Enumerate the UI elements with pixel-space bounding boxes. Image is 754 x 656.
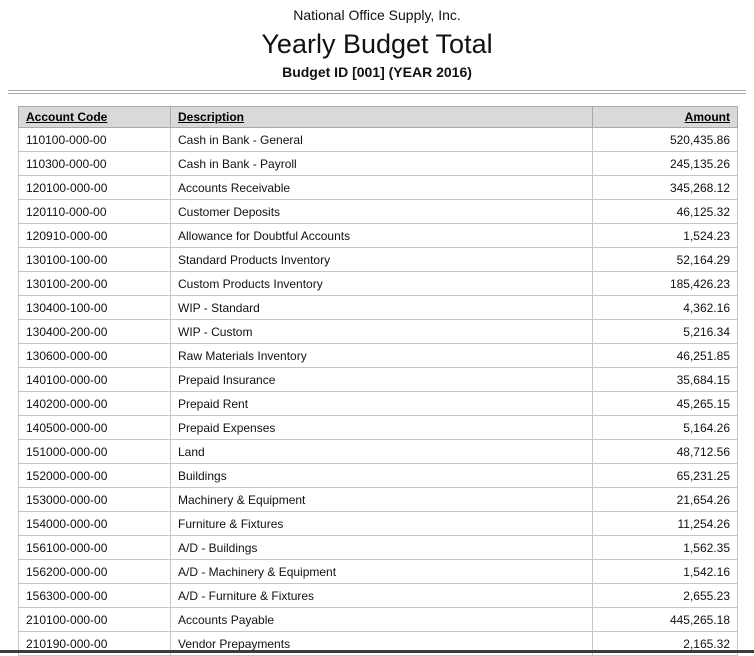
account-code-cell: 140500-000-00 — [19, 416, 171, 440]
amount-cell: 52,164.29 — [593, 248, 738, 272]
description-cell: A/D - Buildings — [171, 536, 593, 560]
description-cell: A/D - Furniture & Fixtures — [171, 584, 593, 608]
description-cell: Accounts Receivable — [171, 176, 593, 200]
table-row — [19, 392, 738, 416]
table-row — [19, 560, 738, 584]
account-code-cell: 130100-200-00 — [19, 272, 171, 296]
account-code-cell: 130400-200-00 — [19, 320, 171, 344]
amount-cell: 445,265.18 — [593, 608, 738, 632]
amount-cell: 245,135.26 — [593, 152, 738, 176]
account-code-cell: 110300-000-00 — [19, 152, 171, 176]
amount-cell: 65,231.25 — [593, 464, 738, 488]
budget-table-header — [19, 107, 738, 128]
budget-table — [18, 106, 738, 656]
amount-cell: 11,254.26 — [593, 512, 738, 536]
report-subtitle: Budget ID [001] (YEAR 2016) — [282, 64, 472, 80]
account-code-cell: 210100-000-00 — [19, 608, 171, 632]
amount-cell: 21,654.26 — [593, 488, 738, 512]
amount-cell: 2,165.32 — [593, 632, 738, 656]
table-row — [19, 584, 738, 608]
description-cell: Raw Materials Inventory — [171, 344, 593, 368]
table-row — [19, 488, 738, 512]
account-code-cell: 156200-000-00 — [19, 560, 171, 584]
header-row — [19, 107, 738, 128]
description-cell: Prepaid Insurance — [171, 368, 593, 392]
account-code-cell: 130400-100-00 — [19, 296, 171, 320]
column-header-account-code: Account Code — [19, 107, 171, 128]
table-row — [19, 200, 738, 224]
description-cell: Customer Deposits — [171, 200, 593, 224]
amount-cell: 4,362.16 — [593, 296, 738, 320]
amount-cell: 1,542.16 — [593, 560, 738, 584]
page-title: Yearly Budget Total — [261, 29, 493, 59]
description-cell: A/D - Machinery & Equipment — [171, 560, 593, 584]
column-header-description: Description — [171, 107, 593, 128]
description-cell: Accounts Payable — [171, 608, 593, 632]
description-cell: Prepaid Rent — [171, 392, 593, 416]
account-code-cell: 151000-000-00 — [19, 440, 171, 464]
account-code-cell: 120100-000-00 — [19, 176, 171, 200]
table-row — [19, 296, 738, 320]
table-row — [19, 320, 738, 344]
account-code-cell: 110100-000-00 — [19, 128, 171, 152]
account-code-cell: 154000-000-00 — [19, 512, 171, 536]
table-row — [19, 344, 738, 368]
amount-cell: 5,216.34 — [593, 320, 738, 344]
account-code-cell: 130600-000-00 — [19, 344, 171, 368]
description-cell: WIP - Custom — [171, 320, 593, 344]
description-cell: Machinery & Equipment — [171, 488, 593, 512]
table-row — [19, 512, 738, 536]
description-cell: Custom Products Inventory — [171, 272, 593, 296]
description-cell: Buildings — [171, 464, 593, 488]
amount-cell: 46,251.85 — [593, 344, 738, 368]
budget-table-body — [19, 128, 738, 656]
account-code-cell: 156100-000-00 — [19, 536, 171, 560]
table-row — [19, 440, 738, 464]
description-cell: Cash in Bank - Payroll — [171, 152, 593, 176]
table-row — [19, 536, 738, 560]
amount-cell: 1,562.35 — [593, 536, 738, 560]
table-row — [19, 368, 738, 392]
account-code-cell: 120110-000-00 — [19, 200, 171, 224]
table-row — [19, 416, 738, 440]
table-row — [19, 224, 738, 248]
column-header-amount: Amount — [593, 107, 738, 128]
account-code-cell: 140200-000-00 — [19, 392, 171, 416]
account-code-cell: 156300-000-00 — [19, 584, 171, 608]
amount-cell: 2,655.23 — [593, 584, 738, 608]
description-cell: Furniture & Fixtures — [171, 512, 593, 536]
table-row — [19, 272, 738, 296]
description-cell: Vendor Prepayments — [171, 632, 593, 656]
header-divider — [8, 90, 746, 94]
company-name: National Office Supply, Inc. — [293, 7, 461, 23]
account-code-cell: 140100-000-00 — [19, 368, 171, 392]
description-cell: Standard Products Inventory — [171, 248, 593, 272]
amount-cell: 345,268.12 — [593, 176, 738, 200]
account-code-cell: 210190-000-00 — [19, 632, 171, 656]
amount-cell: 45,265.15 — [593, 392, 738, 416]
table-row — [19, 608, 738, 632]
amount-cell: 1,524.23 — [593, 224, 738, 248]
amount-cell: 185,426.23 — [593, 272, 738, 296]
amount-cell: 48,712.56 — [593, 440, 738, 464]
table-row — [19, 464, 738, 488]
description-cell: WIP - Standard — [171, 296, 593, 320]
amount-cell: 35,684.15 — [593, 368, 738, 392]
description-cell: Allowance for Doubtful Accounts — [171, 224, 593, 248]
description-cell: Land — [171, 440, 593, 464]
table-row — [19, 152, 738, 176]
account-code-cell: 153000-000-00 — [19, 488, 171, 512]
table-row — [19, 248, 738, 272]
amount-cell: 520,435.86 — [593, 128, 738, 152]
account-code-cell: 130100-100-00 — [19, 248, 171, 272]
account-code-cell: 152000-000-00 — [19, 464, 171, 488]
description-cell: Prepaid Expenses — [171, 416, 593, 440]
table-row — [19, 176, 738, 200]
amount-cell: 5,164.26 — [593, 416, 738, 440]
account-code-cell: 120910-000-00 — [19, 224, 171, 248]
amount-cell: 46,125.32 — [593, 200, 738, 224]
table-row — [19, 128, 738, 152]
report-header — [0, 0, 754, 82]
description-cell: Cash in Bank - General — [171, 128, 593, 152]
